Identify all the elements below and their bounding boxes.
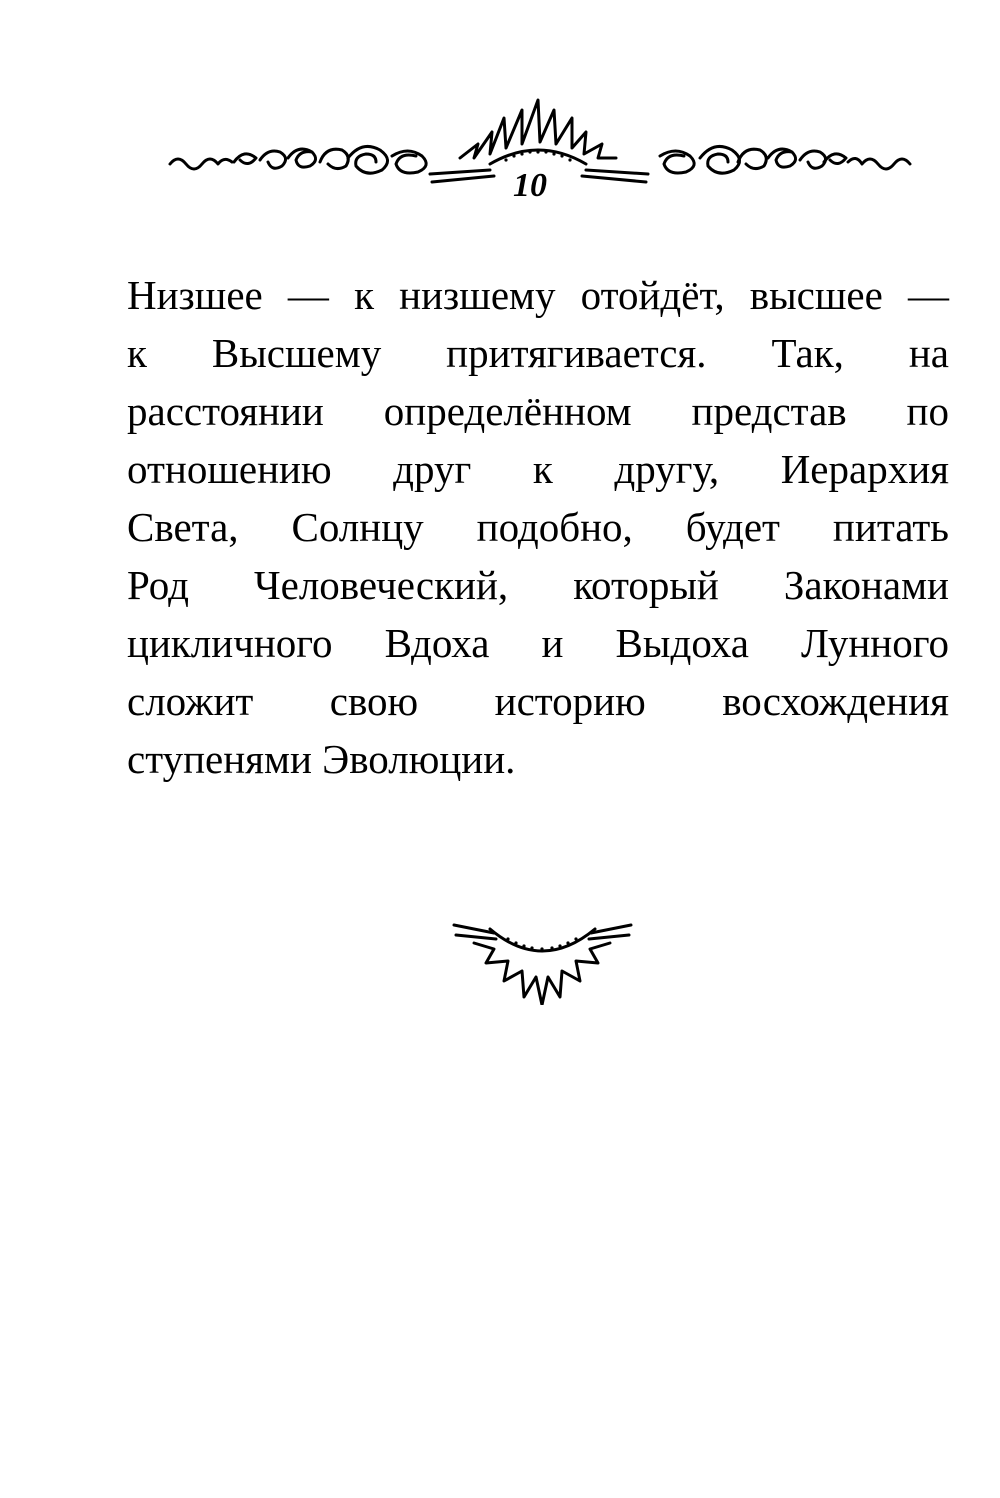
paragraph <box>127 266 949 788</box>
footer-ornament-graphic <box>450 905 635 1005</box>
paragraph-line: Род Человеческий, который Законами <box>127 562 949 608</box>
inverted-sun-icon <box>450 905 635 1005</box>
paragraph-line: Света, Солнцу подобно, будет питать <box>127 504 949 550</box>
paragraph-line: ступенями Эволюции. <box>127 736 516 782</box>
paragraph-line: расстоянии определённом представ по <box>127 388 949 434</box>
paragraph-line: к Высшему притягивается. Так, на <box>127 330 949 376</box>
page-number: 10 <box>513 167 547 204</box>
paragraph-line: отношению друг к другу, Иерархия <box>127 446 949 492</box>
paragraph-line: цикличного Вдоха и Выдоха Лунного <box>127 620 949 666</box>
paragraph-line: Низшее — к низшему отойдёт, высшее — <box>127 272 949 318</box>
paragraph-line: сложит свою историю восхождения <box>127 678 949 724</box>
